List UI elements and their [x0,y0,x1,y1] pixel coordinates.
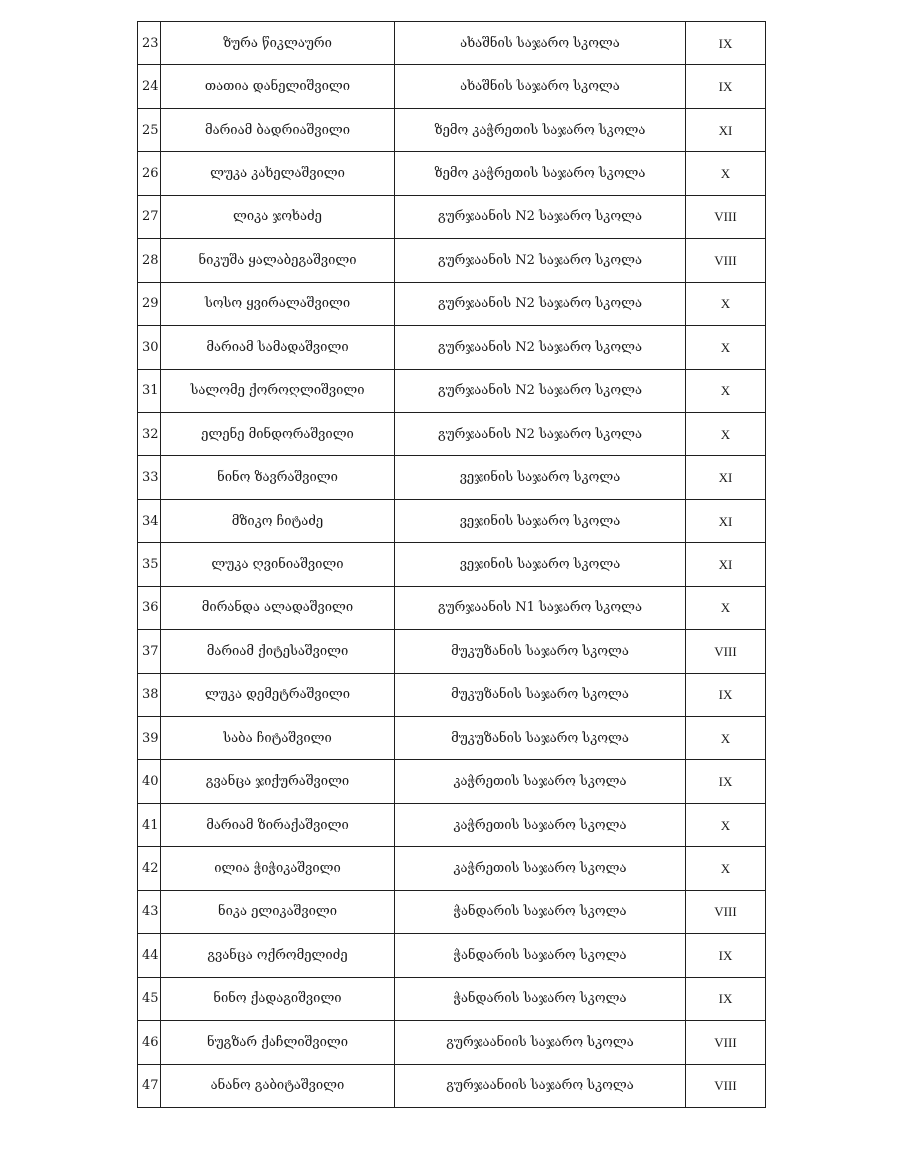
student-name-cell: ნიკა ელიკაშვილი [161,890,395,933]
grade-cell: VIII [686,890,766,933]
student-name-cell: გვანცა ჯიქურაშვილი [161,760,395,803]
school-name-cell: კაჭრეთის საჯარო სკოლა [395,847,686,890]
grade-cell: XI [686,543,766,586]
grade-cell: XI [686,499,766,542]
school-name-cell: მუკუზანის საჯარო სკოლა [395,630,686,673]
table-row [138,977,766,1020]
table-row [138,456,766,499]
student-name-cell: მარიამ სამადაშვილი [161,326,395,369]
school-name-cell: ვეჯინის საჯარო სკოლა [395,499,686,542]
table-row [138,890,766,933]
student-name-cell: ელენე მინდორაშვილი [161,412,395,455]
table-row [138,847,766,890]
row-number-cell: 30 [138,326,161,369]
table-row [138,934,766,977]
student-name-cell: ნიკუშა ყალაბეგაშვილი [161,239,395,282]
table-row [138,760,766,803]
school-name-cell: მუკუზანის საჯარო სკოლა [395,673,686,716]
school-name-cell: გურჯაანის N2 საჯარო სკოლა [395,282,686,325]
row-number-cell: 23 [138,22,161,65]
table-row [138,239,766,282]
grade-cell: IX [686,760,766,803]
row-number-cell: 34 [138,499,161,542]
table-row [138,543,766,586]
row-number-cell: 26 [138,152,161,195]
school-name-cell: გურჯაანის N2 საჯარო სკოლა [395,412,686,455]
row-number-cell: 45 [138,977,161,1020]
grade-cell: IX [686,934,766,977]
row-number-cell: 46 [138,1021,161,1064]
grade-cell: IX [686,22,766,65]
student-name-cell: მარიამ ზირაქაშვილი [161,803,395,846]
row-number-cell: 27 [138,195,161,238]
school-name-cell: ზემო კაჭრეთის საჯარო სკოლა [395,152,686,195]
row-number-cell: 29 [138,282,161,325]
row-number-cell: 44 [138,934,161,977]
row-number-cell: 24 [138,65,161,108]
table-row [138,282,766,325]
grade-cell: XI [686,108,766,151]
row-number-cell: 28 [138,239,161,282]
school-name-cell: ჭანდარის საჯარო სკოლა [395,934,686,977]
grade-cell: VIII [686,1064,766,1107]
student-name-cell: ზურა წიკლაური [161,22,395,65]
school-name-cell: კაჭრეთის საჯარო სკოლა [395,760,686,803]
grade-cell: IX [686,673,766,716]
student-name-cell: სალომე ქოროღლიშვილი [161,369,395,412]
student-name-cell: ანანო გაბიტაშვილი [161,1064,395,1107]
student-name-cell: ნინო ზავრაშვილი [161,456,395,499]
table-row [138,673,766,716]
row-number-cell: 25 [138,108,161,151]
grade-cell: VIII [686,239,766,282]
school-name-cell: ვეჯინის საჯარო სკოლა [395,543,686,586]
school-name-cell: ახაშნის საჯარო სკოლა [395,65,686,108]
student-name-cell: მარიამ ბადრიაშვილი [161,108,395,151]
row-number-cell: 38 [138,673,161,716]
grade-cell: IX [686,977,766,1020]
table-row [138,1064,766,1107]
table-row [138,499,766,542]
school-name-cell: ჭანდარის საჯარო სკოლა [395,890,686,933]
school-name-cell: გურჯაანიის საჯარო სკოლა [395,1064,686,1107]
table-row [138,65,766,108]
grade-cell: X [686,847,766,890]
school-name-cell: გურჯაანიის საჯარო სკოლა [395,1021,686,1064]
row-number-cell: 43 [138,890,161,933]
grade-cell: VIII [686,195,766,238]
school-name-cell: მუკუზანის საჯარო სკოლა [395,717,686,760]
student-name-cell: ნუგზარ ქაჩლიშვილი [161,1021,395,1064]
grade-cell: XI [686,456,766,499]
row-number-cell: 33 [138,456,161,499]
table-row [138,152,766,195]
school-name-cell: ზემო კაჭრეთის საჯარო სკოლა [395,108,686,151]
school-name-cell: ჭანდარის საჯარო სკოლა [395,977,686,1020]
school-name-cell: ვეჯინის საჯარო სკოლა [395,456,686,499]
grade-cell: X [686,282,766,325]
school-name-cell: კაჭრეთის საჯარო სკოლა [395,803,686,846]
student-name-cell: გვანცა ოქრომელიძე [161,934,395,977]
table-row [138,369,766,412]
table-row [138,630,766,673]
row-number-cell: 32 [138,412,161,455]
participants-table [137,21,766,1108]
row-number-cell: 31 [138,369,161,412]
student-name-cell: ილია ჭიჭიკაშვილი [161,847,395,890]
grade-cell: VIII [686,630,766,673]
student-name-cell: სოსო ყვირალაშვილი [161,282,395,325]
grade-cell: X [686,803,766,846]
table-row [138,326,766,369]
row-number-cell: 42 [138,847,161,890]
grade-cell: X [686,369,766,412]
student-name-cell: მზიკო ჩიტაძე [161,499,395,542]
grade-cell: VIII [686,1021,766,1064]
student-name-cell: ლიკა ჯოხაძე [161,195,395,238]
school-name-cell: გურჯაანის N2 საჯარო სკოლა [395,239,686,282]
table-row [138,1021,766,1064]
table-row [138,22,766,65]
school-name-cell: გურჯაანის N2 საჯარო სკოლა [395,326,686,369]
grade-cell: X [686,326,766,369]
row-number-cell: 36 [138,586,161,629]
student-name-cell: საბა ჩიტაშვილი [161,717,395,760]
student-name-cell: ნინო ქადაგიშვილი [161,977,395,1020]
school-name-cell: ახაშნის საჯარო სკოლა [395,22,686,65]
grade-cell: X [686,586,766,629]
grade-cell: X [686,412,766,455]
row-number-cell: 37 [138,630,161,673]
table-row [138,108,766,151]
table-row [138,717,766,760]
participants-table-body [138,22,766,1108]
school-name-cell: გურჯაანის N2 საჯარო სკოლა [395,195,686,238]
row-number-cell: 47 [138,1064,161,1107]
row-number-cell: 41 [138,803,161,846]
table-row [138,195,766,238]
grade-cell: X [686,717,766,760]
student-name-cell: მარიამ ქიტესაშვილი [161,630,395,673]
row-number-cell: 35 [138,543,161,586]
table-row [138,803,766,846]
table-row [138,412,766,455]
row-number-cell: 39 [138,717,161,760]
table-row [138,586,766,629]
school-name-cell: გურჯაანის N1 საჯარო სკოლა [395,586,686,629]
row-number-cell: 40 [138,760,161,803]
student-name-cell: ლუკა კახელაშვილი [161,152,395,195]
grade-cell: IX [686,65,766,108]
student-name-cell: ლუკა დემეტრაშვილი [161,673,395,716]
student-name-cell: ლუკა ღვინიაშვილი [161,543,395,586]
student-name-cell: მირანდა ალადაშვილი [161,586,395,629]
student-name-cell: თათია დანელიშვილი [161,65,395,108]
grade-cell: X [686,152,766,195]
school-name-cell: გურჯაანის N2 საჯარო სკოლა [395,369,686,412]
